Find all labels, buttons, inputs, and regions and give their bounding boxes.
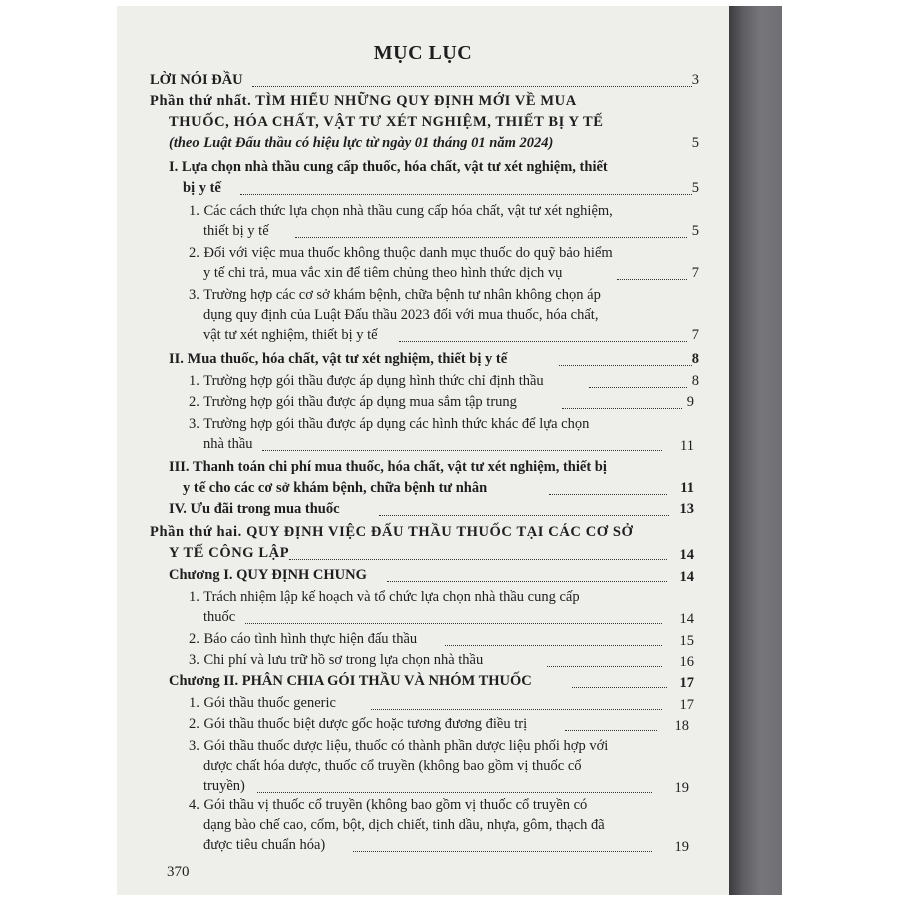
toc-chapter2: Chương II. PHÂN CHIA GÓI THẦU VÀ NHÓM THUỐC [169, 673, 532, 689]
toc-page-number: 17 [679, 675, 694, 691]
toc-item-line: 1. Gói thầu thuốc generic [189, 695, 336, 711]
dot-leader [371, 709, 662, 710]
dot-leader [565, 730, 657, 731]
toc-part2-line2: Y TẾ CÔNG LẬP [169, 545, 290, 561]
toc-item-line: 2. Trường hợp gói thầu được áp dụng mua sắm tập trung [189, 394, 517, 410]
toc-part1-line1: Phần thứ nhất. TÌM HIỂU NHỮNG QUY ĐỊNH MỚI VỀ MUA [150, 93, 577, 109]
toc-section1-line1: I. Lựa chọn nhà thầu cung cấp thuốc, hóa chất, vật tư xét nghiệm, thiết [169, 159, 608, 175]
dot-leader [245, 623, 662, 624]
toc-section2: II. Mua thuốc, hóa chất, vật tư xét nghiệm, thiết bị y tế [169, 351, 508, 367]
toc-item-line: y tế chi trả, mua vắc xin để tiêm chủng theo hình thức dịch vụ [203, 265, 563, 281]
toc-page-number: 17 [679, 697, 694, 713]
dot-leader [549, 494, 667, 495]
toc-item-line: 3. Gói thầu thuốc dược liệu, thuốc có thành phần dược liệu phối hợp với [189, 738, 609, 754]
toc-page-number: 13 [679, 501, 694, 517]
book-page [117, 6, 729, 895]
toc-page-number: 8 [691, 373, 699, 389]
toc-item-line: dạng bào chế cao, cốm, bột, dịch chiết, tinh dầu, nhựa, gôm, thạch đã [203, 817, 605, 833]
dot-leader [387, 581, 667, 582]
toc-item-line: 2. Đối với việc mua thuốc không thuộc danh mục thuốc do quỹ bảo hiểm [189, 245, 613, 261]
toc-page-number: 19 [674, 839, 689, 855]
toc-page-number: 8 [691, 351, 699, 367]
toc-item-line: vật tư xét nghiệm, thiết bị y tế [203, 327, 378, 343]
toc-chapter1: Chương I. QUY ĐỊNH CHUNG [169, 567, 367, 583]
dot-leader [379, 515, 669, 516]
book-spine [729, 6, 782, 895]
toc-page-number: 5 [691, 135, 699, 151]
toc-item-line: dược chất hóa dược, thuốc cổ truyền (không bao gồm vị thuốc cổ [203, 758, 582, 774]
dot-leader [295, 237, 687, 238]
toc-page-number: 5 [691, 180, 699, 196]
toc-item-line: được tiêu chuẩn hóa) [203, 837, 326, 853]
dot-leader [399, 341, 687, 342]
toc-section4: IV. Ưu đãi trong mua thuốc [169, 501, 340, 517]
toc-item-line: 3. Trường hợp các cơ sở khám bệnh, chữa bệnh tư nhân không chọn áp [189, 287, 601, 303]
toc-item-line: 1. Trường hợp gói thầu được áp dụng hình thức chỉ định thầu [189, 373, 544, 389]
toc-item-line: dụng quy định của Luật Đấu thầu 2023 đối với mua thuốc, hóa chất, [203, 307, 599, 323]
toc-item-line: 2. Gói thầu thuốc biệt dược gốc hoặc tương đương điều trị [189, 716, 528, 732]
toc-page-number: 14 [679, 611, 694, 627]
toc-item-line: 3. Chi phí và lưu trữ hồ sơ trong lựa chọn nhà thầu [189, 652, 484, 668]
toc-entry-preface: LỜI NÓI ĐẦU [150, 72, 243, 88]
dot-leader [547, 666, 662, 667]
toc-page-number: 9 [686, 394, 694, 410]
dot-leader [262, 450, 662, 451]
toc-page-number: 14 [679, 547, 694, 563]
dot-leader [572, 687, 667, 688]
toc-page-number: 7 [691, 327, 699, 343]
toc-page-number: 3 [691, 72, 699, 88]
toc-section1-line2: bị y tế [183, 180, 221, 196]
toc-item-line: 1. Trách nhiệm lập kế hoạch và tổ chức lựa chọn nhà thầu cung cấp [189, 589, 580, 605]
toc-item-line: 1. Các cách thức lựa chọn nhà thầu cung cấp hóa chất, vật tư xét nghiệm, [189, 203, 613, 219]
toc-part2-line1: Phần thứ hai. QUY ĐỊNH VIỆC ĐẤU THẦU THUỐC TẠI CÁC CƠ SỞ [150, 524, 634, 540]
toc-item-line: 2. Báo cáo tình hình thực hiện đấu thầu [189, 631, 418, 647]
toc-item-line: truyền) [203, 778, 245, 794]
page-number: 370 [167, 864, 190, 880]
toc-item-line: 3. Trường hợp gói thầu được áp dụng các hình thức khác để lựa chọn [189, 416, 590, 432]
toc-part1-line3: (theo Luật Đấu thầu có hiệu lực từ ngày 01 tháng 01 năm 2024) [169, 135, 554, 151]
toc-page-number: 7 [691, 265, 699, 281]
toc-item-line: 4. Gói thầu vị thuốc cổ truyền (không bao gồm vị thuốc cổ truyền có [189, 797, 588, 813]
toc-page-number: 15 [679, 633, 694, 649]
dot-leader [252, 86, 692, 87]
toc-item-line: nhà thầu [203, 436, 253, 452]
dot-leader [445, 645, 662, 646]
dot-leader [289, 559, 667, 560]
toc-page-number: 16 [679, 654, 694, 670]
dot-leader [257, 792, 652, 793]
toc-item-line: thuốc [203, 609, 236, 625]
toc-page-number: 5 [691, 223, 699, 239]
toc-section3-line1: III. Thanh toán chi phí mua thuốc, hóa chất, vật tư xét nghiệm, thiết bị [169, 459, 607, 475]
toc-item-line: thiết bị y tế [203, 223, 269, 239]
dot-leader [240, 194, 692, 195]
toc-page-number: 19 [674, 780, 689, 796]
toc-page-number: 18 [674, 718, 689, 734]
toc-section3-line2: y tế cho các cơ sở khám bệnh, chữa bệnh tư nhân [183, 480, 488, 496]
page-title: MỤC LỤC [373, 42, 473, 64]
dot-leader [353, 851, 652, 852]
toc-part1-line2: THUỐC, HÓA CHẤT, VẬT TƯ XÉT NGHIỆM, THIẾT BỊ Y TẾ [169, 114, 604, 130]
toc-page-number: 11 [680, 438, 694, 454]
toc-page-number: 14 [679, 569, 694, 585]
toc-page-number: 11 [680, 480, 694, 496]
